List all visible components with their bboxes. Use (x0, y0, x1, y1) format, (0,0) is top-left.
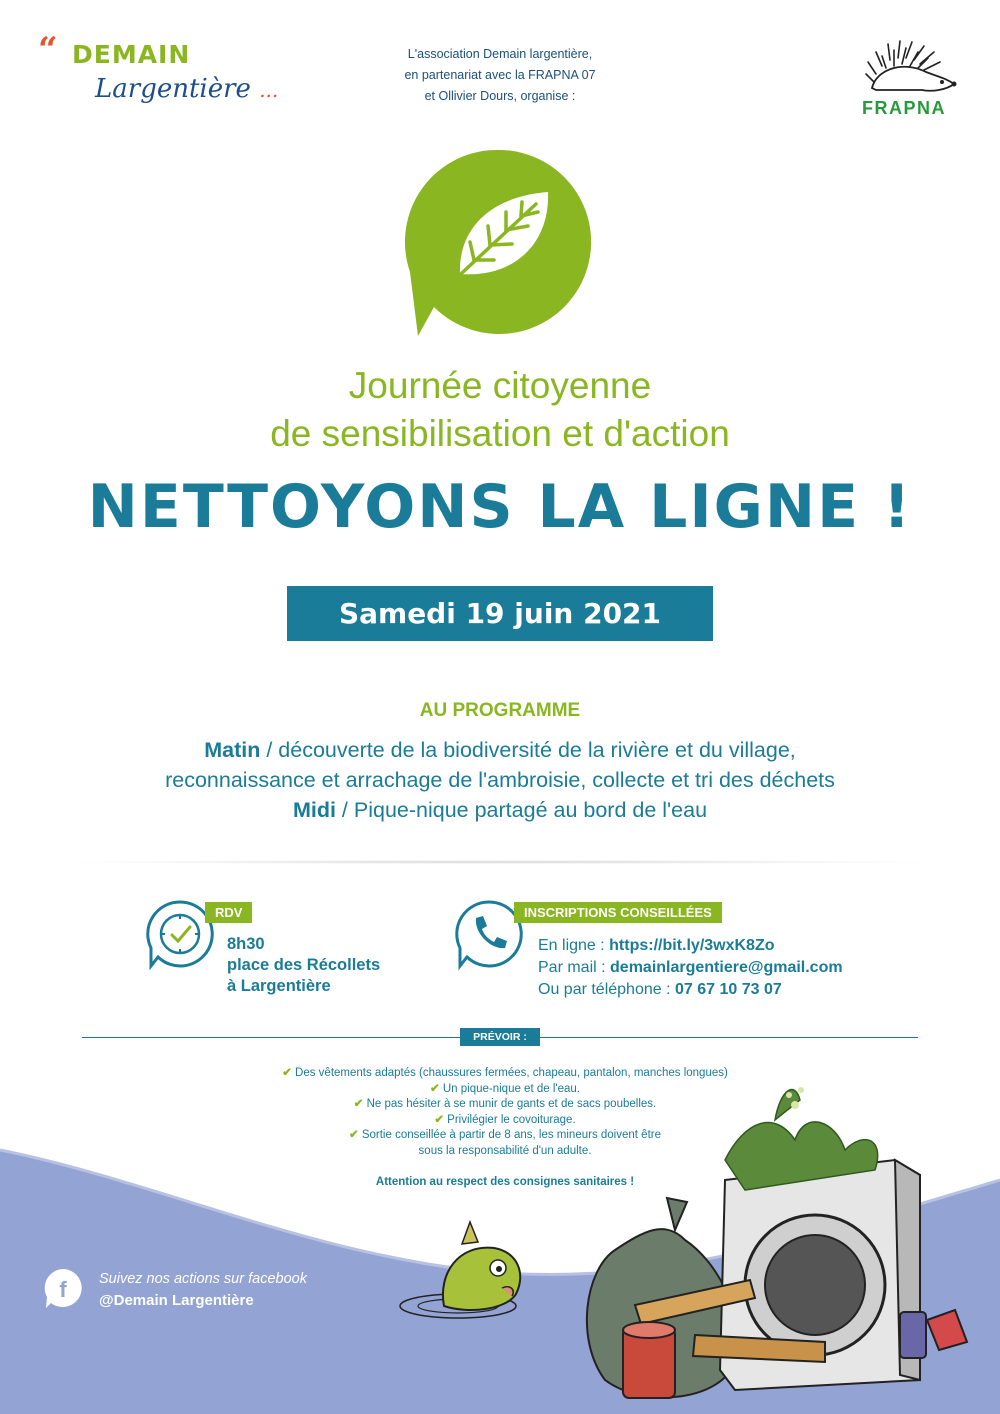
quote-mark-icon: “ (38, 30, 59, 70)
frapna-label: FRAPNA (862, 98, 946, 118)
trash-illustration (575, 1080, 1000, 1414)
programme-matin-cont: reconnaissance et arrachage de l'ambroisie, collecte et tri des déchets (165, 768, 835, 792)
facebook-icon[interactable] (42, 1267, 84, 1309)
programme-heading: AU PROGRAMME (419, 700, 581, 721)
brand-subname-text: Largentière (95, 74, 251, 104)
intro-text (330, 44, 670, 107)
programme-matin (0, 736, 1000, 765)
midi-label: Midi (292, 798, 336, 822)
facebook-handle[interactable]: @Demain Largentière (99, 1292, 254, 1309)
check-icon: ✔ (434, 1113, 444, 1126)
programme-midi (0, 796, 1000, 825)
attention-note: Attention au respect des consignes sanitaires ! (375, 1176, 635, 1188)
insc-online (538, 935, 843, 957)
brand-name: DEMAIN (72, 40, 191, 69)
inscriptions-details (538, 935, 843, 1001)
check-icon: ✔ (353, 1098, 364, 1110)
matin-label: Matin (204, 738, 261, 762)
rdv-place: place des Récollets (227, 956, 381, 974)
brand-dots: ... (259, 78, 279, 102)
fish-illustration (398, 1214, 558, 1324)
inscriptions-tag: INSCRIPTIONS CONSEILLÉES (514, 902, 722, 923)
event-date: Samedi 19 juin 2021 (287, 586, 713, 641)
rdv-details (227, 934, 380, 997)
intro-line: et Ollivier Dours, organise : (424, 89, 576, 103)
list-item-text: Des vêtements adaptés (chaussures fermées, chapeau, pantalon, manches longues) (295, 1067, 728, 1079)
check-icon: ✔ (348, 1129, 359, 1141)
intro-line: en partenariat avec la FRAPNA 07 (404, 68, 596, 82)
mail-link[interactable]: demainlargentiere@gmail.com (610, 959, 843, 976)
online-link[interactable]: https://bit.ly/3wxK8Zo (609, 937, 775, 954)
page-title: NETTOYONS LA LIGNE ! (87, 472, 913, 542)
list-item-text: Privilégier le covoiturage. (447, 1113, 576, 1126)
prevoir-tag: PRÉVOIR : (460, 1028, 540, 1046)
brand-subname (95, 74, 278, 104)
rdv-time: 8h30 (227, 935, 265, 953)
list-item-text: Sortie conseillée à partir de 8 ans, les mineurs doivent être (361, 1129, 661, 1141)
leaf-bubble-icon (404, 146, 596, 338)
headline-line1: Journée citoyenne (348, 365, 652, 406)
list-item-text: Un pique-nique et de l'eau. (442, 1082, 580, 1095)
rdv-city: à Largentière (227, 977, 331, 995)
rdv-tag: RDV (205, 902, 252, 923)
list-item-text: Ne pas hésiter à se munir de gants et de sacs poubelles. (366, 1098, 657, 1110)
matin-text: / découverte de la biodiversité de la rivière et du village, (260, 738, 796, 762)
mail-label: Par mail : (538, 959, 611, 976)
hedgehog-icon (862, 38, 960, 96)
headline-line2: de sensibilisation et d'action (270, 413, 730, 454)
phone-label: Ou par téléphone : (538, 981, 675, 998)
brand-logo (38, 30, 191, 70)
facebook-glyph: f (59, 1277, 67, 1302)
check-icon: ✔ (430, 1082, 440, 1095)
phone-number: 07 67 10 73 07 (674, 981, 782, 998)
insc-phone (538, 979, 843, 1001)
list-item-tail: sous la responsabilité d'un adulte. (418, 1144, 592, 1157)
online-label: En ligne : (538, 937, 610, 954)
facebook-caption: Suivez nos actions sur facebook (99, 1271, 307, 1287)
midi-text: / Pique-nique partagé au bord de l'eau (335, 798, 708, 822)
headline (0, 362, 1000, 458)
intro-line: L'association Demain largentière, (407, 47, 593, 61)
check-icon: ✔ (282, 1067, 292, 1079)
insc-mail (538, 957, 843, 979)
section-divider (60, 860, 940, 864)
